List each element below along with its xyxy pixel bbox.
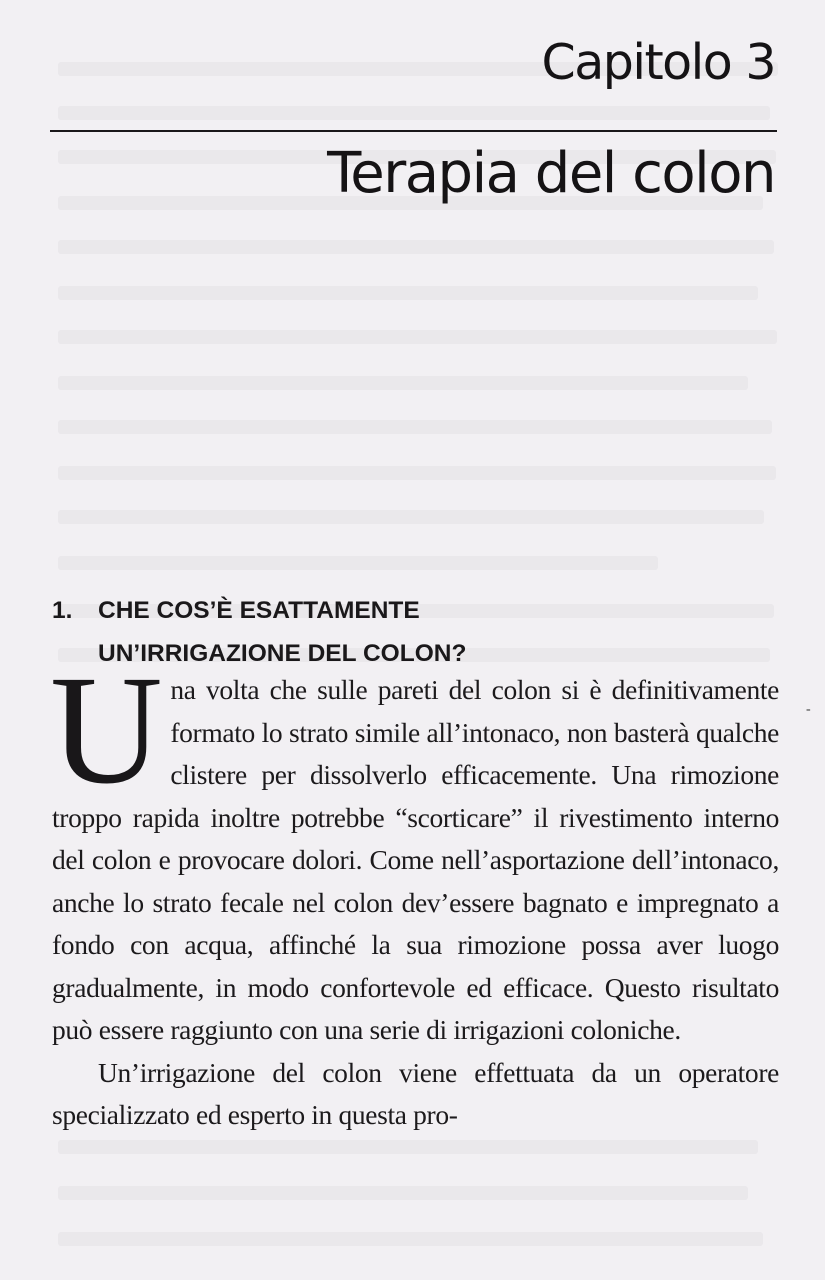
drop-cap: U [50,643,163,816]
body-text [50,643,779,1137]
paragraph-first-text: na volta che sulle pareti del colon si è definitivamente formato lo strato simile all’intonaco, non basterà qualche clistere per dissolverlo efficacemente. Una rimozione troppo rapida inoltre potrebbe “scorticare” il rivestimento interno del colon e provocare dolori. Come nell’asportazione dell’intonaco, anche lo strato fecale nel colon dev’essere bagnato e impregnato a fondo con acqua, affinché la sua rimozione possa aver luogo gradualmente, in modo confortevole ed efficace. Questo risultato può essere raggiunto con una serie di irrigazioni coloniche. [52,674,779,1045]
chapter-title: Terapia del colon [327,141,775,206]
section-heading-line-1: CHE COS’È ESATTAMENTE [98,597,420,624]
section-number: 1. [52,597,73,624]
section-heading-line-2: UN’IRRIGAZIONE DEL COLON? [98,640,467,667]
chapter-divider [50,130,777,132]
margin-mark: - [806,702,811,717]
chapter-label: Capitolo 3 [541,34,775,91]
paragraph-second: Un’irrigazione del colon viene effettuata da un operatore specializzato ed esperto in questa pro- [52,1056,779,1130]
